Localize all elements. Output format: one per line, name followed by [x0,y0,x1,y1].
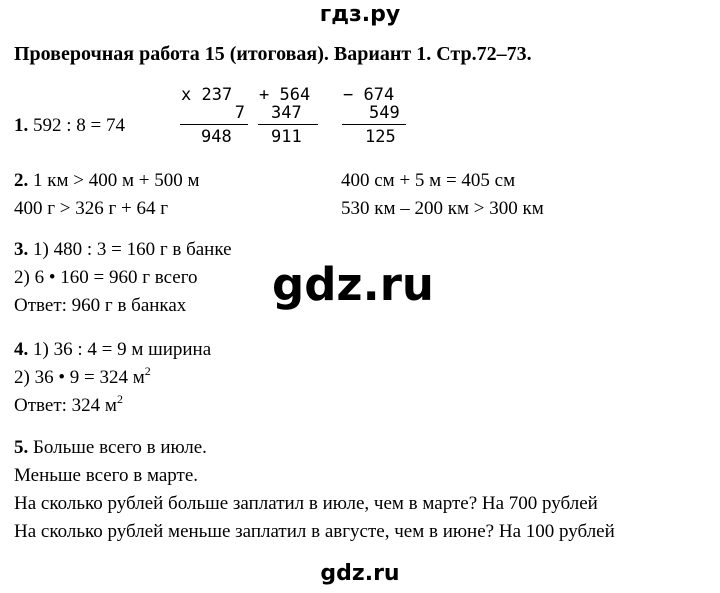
task-5-text-4: На сколько рублей меньше заплатил в августе, чем в июне? На 100 рублей [14,521,615,542]
task-5-text-3: На сколько рублей больше заплатил в июле, чем в марте? На 700 рублей [14,493,598,514]
site-header[interactable]: гдз.ру [319,2,401,27]
task-3-number: 3. [14,239,29,260]
mult-result: 948 [201,127,232,147]
task-5-text-2: Меньше всего в марте. [14,465,199,486]
add-rule [258,124,318,125]
task-3-step-2: 2) 6 • 160 = 960 г всего [14,267,198,288]
sub-top: − 674 [343,85,395,105]
task-4-step-2-sup: 2 [144,364,151,378]
sub-rule [342,124,406,125]
add-bottom: 347 [271,103,302,123]
task-4-answer-sup: 2 [116,392,123,406]
task-5-number: 5. [14,437,29,458]
task-4-step-1: 1) 36 : 4 = 9 м ширина [33,339,212,360]
task-2-number: 2. [14,170,29,191]
watermark-bottom[interactable]: gdz.ru [320,561,400,586]
sub-bottom: 549 [369,103,400,123]
task-5-text-1: Больше всего в июле. [33,437,207,458]
task-1-number: 1. [14,115,29,136]
task-1 [14,116,125,135]
task-4-step-2 [14,364,151,388]
task-1-division: 592 : 8 = 74 [33,115,125,136]
task-2-c: 400 г > 326 г + 64 г [14,198,169,219]
task-3-step-1: 1) 480 : 3 = 160 г в банке [33,239,232,260]
task-4-step-2-text: 2) 36 • 9 = 324 м [14,367,145,388]
add-top: + 564 [259,85,311,105]
add-result: 911 [271,127,302,147]
task-4-answer-text: Ответ: 324 м [14,395,117,416]
task-2-line-1 [14,171,199,190]
task-4-answer [14,392,123,416]
task-2-a: 1 км > 400 м + 500 м [33,170,200,191]
task-3-answer: Ответ: 960 г в банках [14,295,187,316]
page-title: Проверочная работа 15 (итоговая). Вариант 1. Стр.72–73. [14,43,532,65]
sub-result: 125 [365,127,396,147]
mult-top: x 237 [181,85,233,105]
watermark-middle: gdz.ru [272,258,434,311]
task-4-number: 4. [14,339,29,360]
task-4-line-1 [14,340,211,359]
task-3-line-1 [14,240,232,259]
task-5-line-1 [14,438,207,457]
mult-bottom: 7 [234,103,245,123]
task-2-b: 400 см + 5 м = 405 см [341,170,516,191]
mult-rule [180,124,248,125]
task-2-d: 530 км – 200 км > 300 км [341,198,544,219]
